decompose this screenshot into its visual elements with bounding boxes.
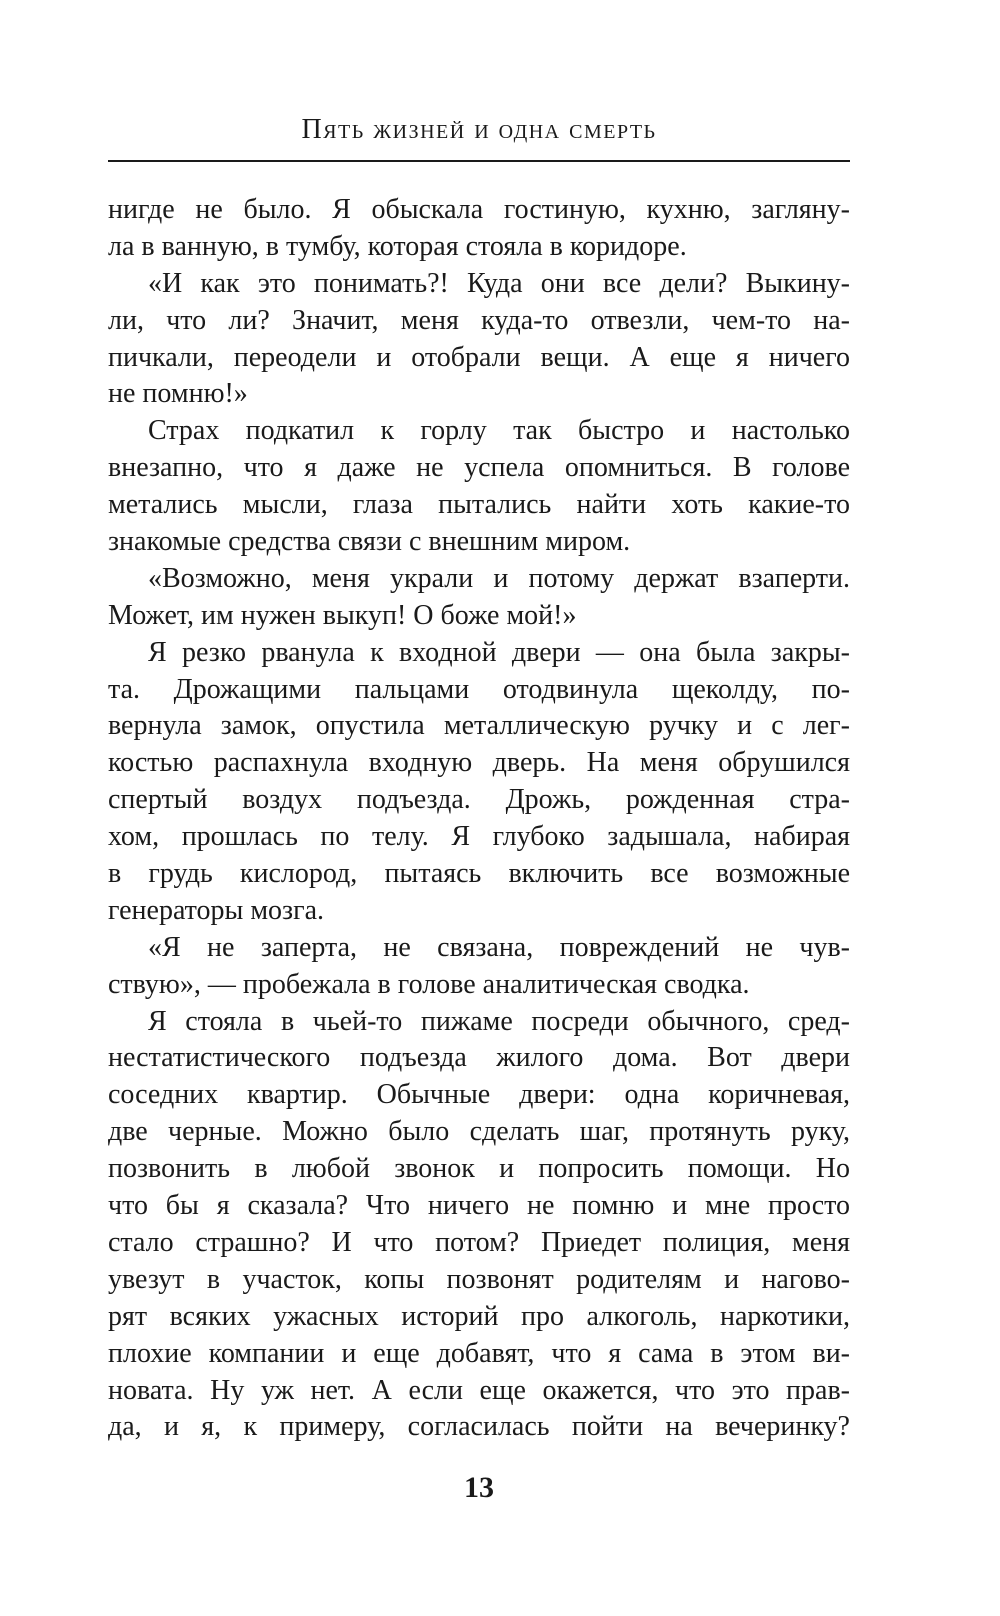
text-line: ствую», — пробежала в голове аналитическая сводка. <box>108 968 750 1000</box>
text-line: не помню!» <box>108 378 248 410</box>
text-line: пичкали, переодели и отобрали вещи. А еще я ничего <box>108 341 850 373</box>
text-line: позвонить в любой звонок и попросить помощи. Но <box>108 1153 850 1185</box>
text-line: увезут в участок, копы позвонят родителям и нагово- <box>108 1263 850 1295</box>
text-line: в грудь кислород, пытаясь включить все возможные <box>108 858 850 890</box>
header-rule <box>108 160 850 162</box>
text-line: рят всяких ужасных историй про алкоголь, наркотики, <box>108 1300 850 1332</box>
text-line: костью распахнула входную дверь. На меня обрушился <box>108 747 850 779</box>
text-line: что бы я сказала? Что ничего не помню и мне просто <box>108 1190 850 1222</box>
text-line: две черные. Можно было сделать шаг, протянуть руку, <box>108 1116 850 1148</box>
text-line: соседних квартир. Обычные двери: одна коричневая, <box>108 1079 850 1111</box>
text-line: хом, прошлась по телу. Я глубоко задышала, набирая <box>108 821 850 853</box>
text-line: метались мысли, глаза пытались найти хоть какие-то <box>108 489 850 521</box>
text-line: Страх подкатил к горлу так быстро и настолько <box>148 415 850 447</box>
running-head: Пять жизней и одна смерть <box>301 114 657 145</box>
text-line: да, и я, к примеру, согласилась пойти на вечеринку? <box>108 1411 850 1443</box>
text-line: нестатистического подъезда жилого дома. Вот двери <box>108 1042 850 1074</box>
text-line: генераторы мозга. <box>108 894 325 926</box>
text-line: Я резко рванула к входной двери — она была закры- <box>148 636 850 668</box>
text-line: Я стояла в чьей-то пижаме посреди обычного, сред- <box>148 1005 850 1037</box>
text-line: знакомые средства связи с внешним миром. <box>108 526 631 558</box>
text-line: ла в ванную, в тумбу, которая стояла в коридоре. <box>108 230 687 262</box>
text-line: та. Дрожащими пальцами отодвинула щеколду, по- <box>108 673 850 705</box>
text-line: «И как это понимать?! Куда они все дели? Выкину- <box>148 267 850 299</box>
text-line: «Я не заперта, не связана, повреждений не чув- <box>148 931 850 963</box>
text-line: ли, что ли? Значит, меня куда-то отвезли, чем-то на- <box>108 304 850 336</box>
text-line: внезапно, что я даже не успела опомниться. В голове <box>108 452 850 484</box>
page-number: 13 <box>464 1471 494 1504</box>
text-line: плохие компании и еще добавят, что я сама в этом ви- <box>108 1337 850 1369</box>
text-line: нигде не было. Я обыскала гостиную, кухню, загляну- <box>108 194 850 225</box>
body-text <box>108 192 850 1446</box>
text-line: «Возможно, меня украли и потому держат взаперти. <box>148 562 850 594</box>
text-line: вернула замок, опустила металлическую ручку и с лег- <box>108 710 850 742</box>
text-line: спертый воздух подъезда. Дрожь, рожденная стра- <box>108 784 850 816</box>
text-line: стало страшно? И что потом? Приедет полиция, меня <box>108 1226 850 1258</box>
text-line: Может, им нужен выкуп! О боже мой!» <box>108 599 577 631</box>
text-line: новата. Ну уж нет. А если еще окажется, что это прав- <box>108 1374 850 1406</box>
